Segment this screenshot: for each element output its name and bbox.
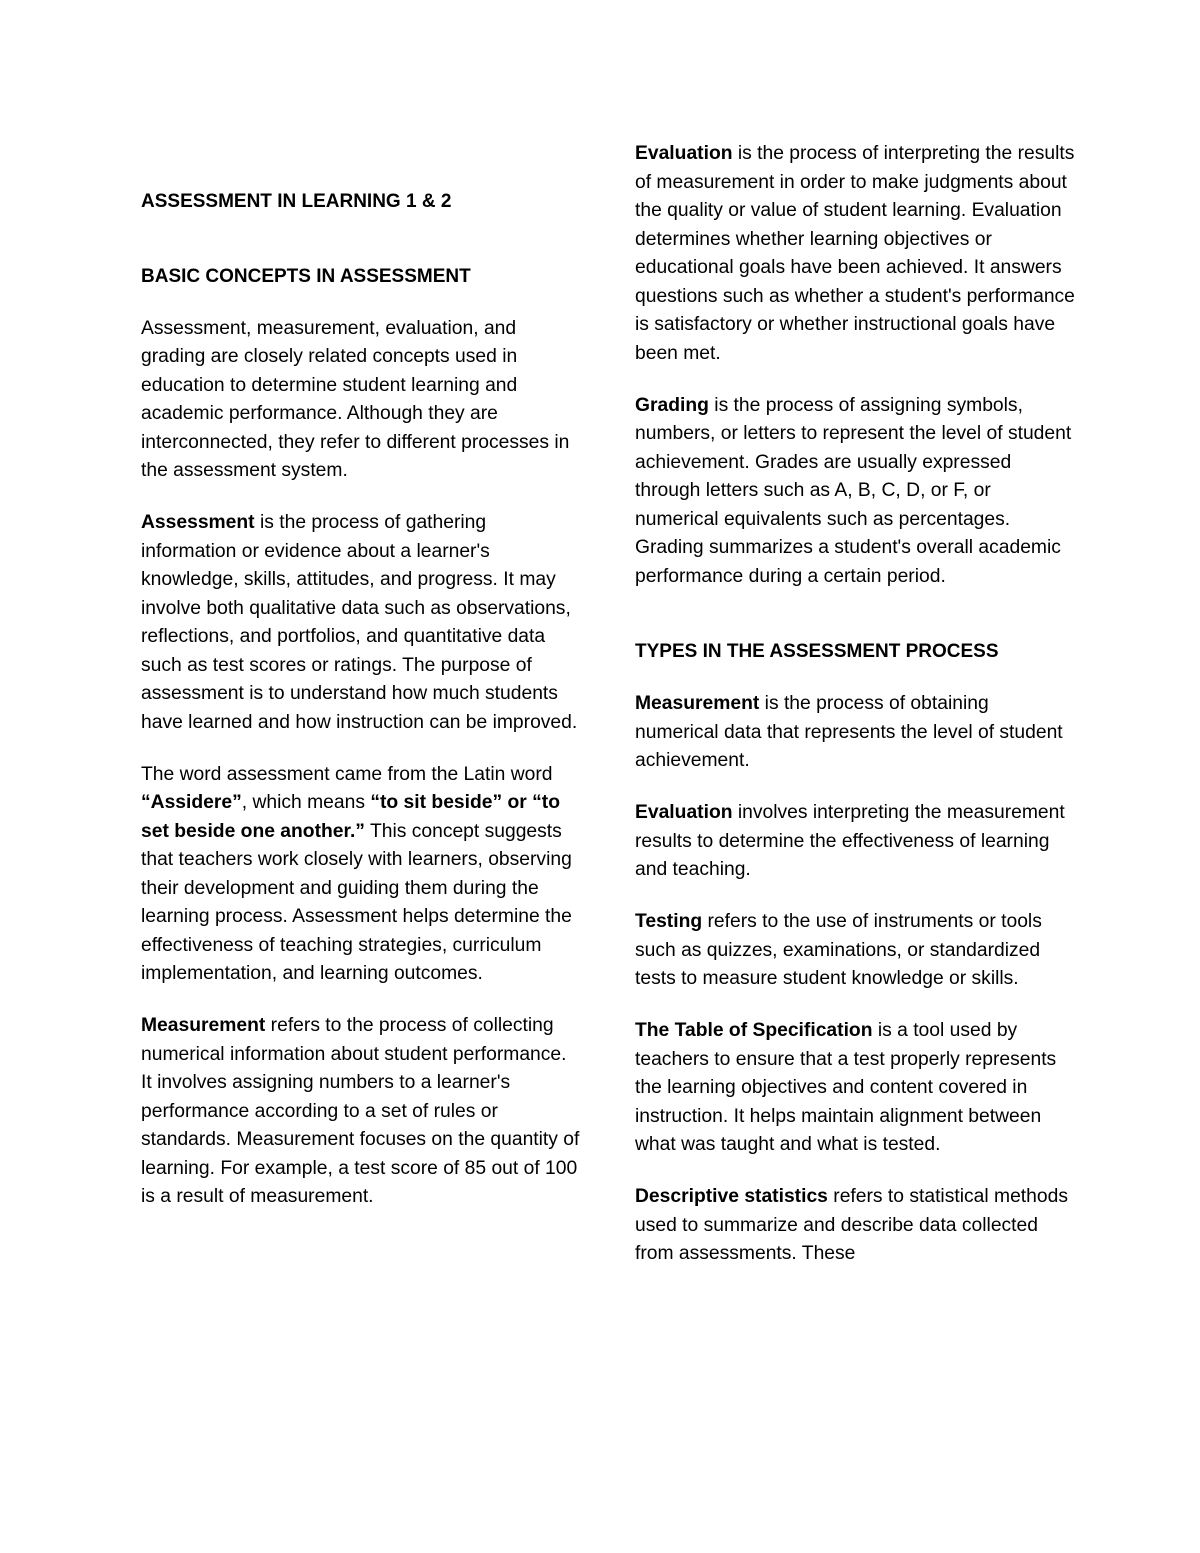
document-title: ASSESSMENT IN LEARNING 1 & 2	[141, 191, 452, 212]
types-evaluation-term: Evaluation	[635, 802, 733, 823]
descriptive-statistics-paragraph	[635, 1183, 1075, 1269]
types-evaluation-paragraph	[635, 799, 1075, 885]
tos-text: is a tool used by teachers to ensure that a test properly represents the learning objectives and content covered in instruction. It helps maintain alignment between what was taught and what is tested.	[635, 1020, 1057, 1155]
descriptive-statistics-term: Descriptive statistics	[635, 1186, 828, 1207]
evaluation-text: is the process of interpreting the results of measurement in order to make judgments about the quality or value of student learning. Evaluation determines whether learning objectives or educational goals have been achieved. It answers questions such as whether a student's performance is satisfactory or whether instructional goals have been met.	[635, 143, 1075, 364]
measurement-text: refers to the process of collecting numerical information about student performance. It involves assigning numbers to a learner's performance according to a set of rules or standards. Measurement focuses on the quantity of learning. For example, a test score of 85 out of 100 is a result of measurement.	[141, 1015, 580, 1207]
testing-text: refers to the use of instruments or tools such as quizzes, examinations, or standardized tests to measure student knowledge or skills.	[635, 911, 1042, 989]
etymology-meaning: “to sit beside” or “to set beside one another.”	[141, 792, 560, 842]
right-column	[635, 140, 1075, 1292]
grading-paragraph	[635, 392, 1075, 592]
tos-paragraph	[635, 1017, 1075, 1160]
assessment-paragraph	[141, 509, 581, 737]
grading-text: is the process of assigning symbols, numbers, or letters to represent the level of student achievement. Grades are usually expressed through letters such as A, B, C, D, or F, or numerical equivalents such as percentages. Grading summarizes a student's overall academic performance during a certain period.	[635, 394, 1072, 587]
etymology-mid: , which means	[241, 792, 371, 813]
etymology-latin-word: “Assidere”	[141, 792, 242, 813]
etymology-rest: This concept suggests that teachers work closely with learners, observing their development and guiding them during the learning process. Assessment helps determine the effectiveness of teaching strategies, curriculum implementation, and learning outcomes.	[141, 820, 572, 984]
assessment-text: is the process of gathering information or evidence about a learner's knowledge, skills, attitudes, and progress. It may involve both qualitative data such as observations, reflections, and portfolios, and quantitative data such as test scores or ratings. The purpose of assessment is to understand how much students have learned and how instruction can be improved.	[141, 512, 578, 733]
grading-term: Grading	[635, 394, 709, 416]
etymology-paragraph	[141, 761, 581, 989]
types-measurement-paragraph	[635, 690, 1075, 776]
etymology-lead: The word assessment came from the Latin word	[141, 763, 553, 785]
intro-text: Assessment, measurement, evaluation, and grading are closely related concepts used in education to determine student learning and academic performance. Although they are interconnected, they refer to different processes in the assessment system.	[141, 317, 570, 481]
types-measurement-text: is the process of obtaining numerical data that represents the level of student achievement.	[635, 693, 1063, 771]
measurement-term: Measurement	[141, 1015, 266, 1036]
testing-term: Testing	[635, 911, 703, 932]
types-evaluation-text: involves interpreting the measurement results to determine the effectiveness of learning and teaching.	[635, 802, 1065, 880]
section-heading-types: TYPES IN THE ASSESSMENT PROCESS	[635, 641, 999, 662]
types-measurement-term: Measurement	[635, 693, 760, 714]
left-column	[141, 188, 581, 1235]
intro-paragraph	[141, 315, 581, 486]
descriptive-statistics-text: refers to statistical methods used to summarize and describe data collected from assessments. These	[635, 1186, 1068, 1264]
evaluation-paragraph	[635, 140, 1075, 368]
evaluation-term: Evaluation	[635, 143, 733, 164]
tos-term: The Table of Specification	[635, 1020, 873, 1041]
measurement-paragraph	[141, 1012, 581, 1212]
assessment-term: Assessment	[141, 512, 255, 533]
testing-paragraph	[635, 908, 1075, 994]
section-heading-basic-concepts: BASIC CONCEPTS IN ASSESSMENT	[141, 265, 471, 287]
